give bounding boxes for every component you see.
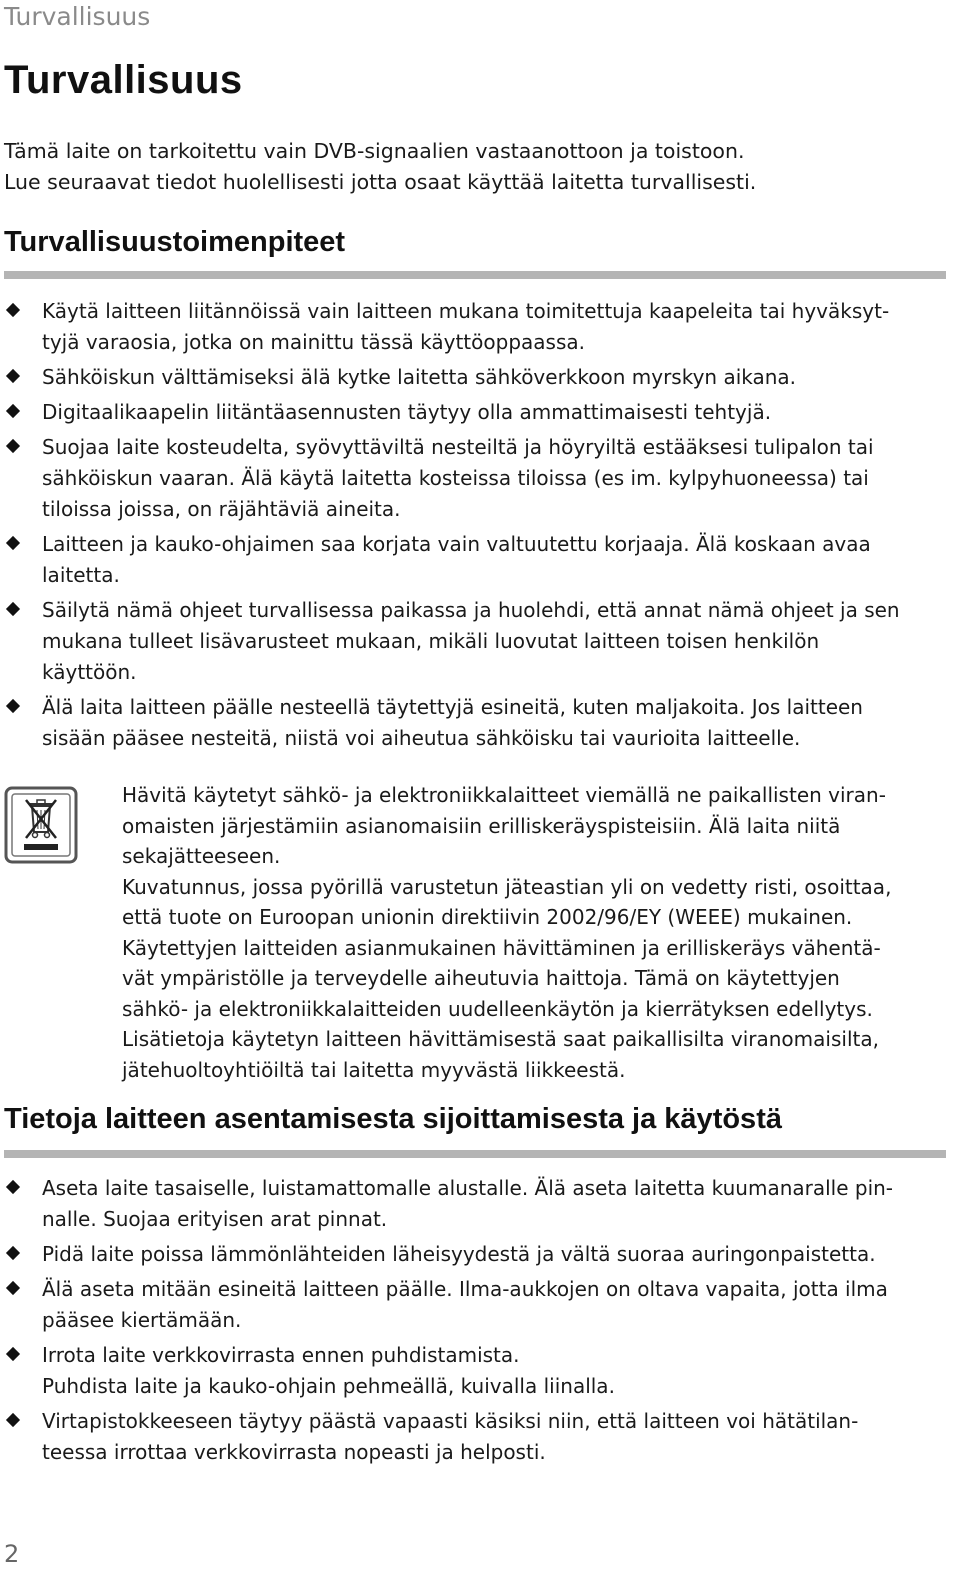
intro-paragraph (4, 136, 756, 198)
installation-heading: Tietoja laitteen asentamisesta sijoittamisesta ja käytöstä (4, 1103, 782, 1135)
diamond-bullet-icon (6, 1246, 20, 1260)
list-item-line: tyjä varaosia, jotka on mainittu tässä käyttöoppaassa. (42, 330, 585, 354)
list-item-line: Käytä laitteen liitännöissä vain laitteen mukana toimitettuja kaapeleita tai hyväksyt- (42, 299, 890, 323)
weee-text-line: vät ympäristölle ja terveydelle aiheutuvia haittoja. Tämä on käytettyjen (122, 966, 840, 990)
weee-text-line: Kuvatunnus, jossa pyörillä varustetun jäteastian yli on vedetty risti, osoittaa, (122, 874, 892, 899)
list-item (0, 397, 946, 428)
list-item (0, 1340, 946, 1402)
list-item-line: nalle. Suojaa erityisen arat pinnat. (42, 1207, 388, 1231)
weee-disposal-text (122, 780, 946, 1085)
list-item (0, 1274, 946, 1336)
list-item (0, 1406, 946, 1468)
diamond-bullet-icon (6, 303, 20, 317)
list-item-line: Älä aseta mitään esineitä laitteen päälle. Ilma-aukkojen on oltava vapaita, jotta ilma (42, 1277, 888, 1301)
list-item (0, 432, 946, 525)
list-item (0, 296, 946, 358)
list-item-line: laitetta. (42, 563, 120, 587)
list-item (0, 692, 946, 754)
section-rule (4, 1150, 946, 1158)
crossed-out-wheelie-bin-icon (4, 786, 78, 864)
weee-text-line: Lisätietoja käytetyn laitteen hävittämisestä saat paikallisilta viranomaisilta, (122, 1027, 879, 1051)
section-rule (4, 271, 946, 279)
list-item (0, 362, 946, 393)
weee-text-line: sähkö- ja elektroniikkalaitteiden uudelleenkäytön ja kierrätyksen edellytys. (122, 996, 873, 1021)
list-item-line: Aseta laite tasaiselle, luistamattomalle alustalle. Älä aseta laitetta kuumanaralle pin- (42, 1176, 894, 1200)
safety-heading: Turvallisuustoimenpiteet (4, 226, 346, 258)
list-item (0, 595, 946, 688)
diamond-bullet-icon (6, 1281, 20, 1295)
weee-text-line: sekajätteeseen. (122, 844, 281, 868)
weee-text-line: Hävitä käytetyt sähkö- ja elektroniikkalaitteet viemällä ne paikallisten viran- (122, 783, 886, 807)
list-item-line: sähköiskun vaaran. Älä käytä laitetta kosteissa tiloissa (es im. kylpyhuoneessa) tai (42, 466, 869, 490)
list-item-line: Laitteen ja kauko-ohjaimen saa korjata vain valtuutettu korjaaja. Älä koskaan avaa (42, 532, 871, 556)
list-item-line: Pidä laite poissa lämmönlähteiden läheisyydestä ja vältä suoraa auringonpaistetta. (42, 1242, 876, 1266)
list-item-line: Digitaalikaapelin liitäntäasennusten täytyy olla ammattimaisesti tehtyjä. (42, 400, 772, 424)
installation-list (0, 1173, 946, 1468)
safety-list (0, 296, 946, 754)
list-item-line: tiloissa joissa, on räjähtäviä aineita. (42, 497, 401, 521)
page-title: Turvallisuus (4, 58, 243, 102)
diamond-bullet-icon (6, 1347, 20, 1361)
list-item-line: sisään pääsee nesteitä, niistä voi aiheutua sähköisku tai vaurioita laitteelle. (42, 726, 801, 750)
list-item-line: Älä laita laitteen päälle nesteellä täytettyjä esineitä, kuten maljakoita. Jos laitteen (42, 695, 863, 719)
diamond-bullet-icon (6, 699, 20, 713)
page-number: 2 (4, 1540, 20, 1568)
diamond-bullet-icon (6, 439, 20, 453)
diamond-bullet-icon (6, 404, 20, 418)
diamond-bullet-icon (6, 536, 20, 550)
running-head: Turvallisuus (4, 2, 151, 31)
list-item (0, 1173, 946, 1235)
list-item (0, 529, 946, 591)
diamond-bullet-icon (6, 1413, 20, 1427)
diamond-bullet-icon (6, 369, 20, 383)
intro-line: Lue seuraavat tiedot huolellisesti jotta osaat käyttää laitetta turvallisesti. (4, 170, 757, 194)
weee-text-line: omaisten järjestämiin asianomaisiin erilliskeräyspisteisiin. Älä laita niitä (122, 813, 841, 838)
weee-text-line: jätehuoltoyhtiöiltä tai laitetta myyvästä liikkeestä. (122, 1057, 626, 1082)
list-item-line: Irrota laite verkkovirrasta ennen puhdistamista. (42, 1343, 520, 1367)
list-item-line: Suojaa laite kosteudelta, syövyttäviltä nesteiltä ja höyryiltä estääksesi tulipalon tai (42, 435, 874, 459)
list-item (0, 1239, 946, 1270)
list-item-line: Virtapistokkeeseen täytyy päästä vapaasti käsiksi niin, että laitteen voi hätätilan- (42, 1409, 859, 1433)
weee-text-line: Käytettyjen laitteiden asianmukainen hävittäminen ja erilliskeräys vähentä- (122, 935, 881, 960)
diamond-bullet-icon (6, 602, 20, 616)
list-item-line: Sähköiskun välttämiseksi älä kytke laitetta sähköverkkoon myrskyn aikana. (42, 365, 797, 389)
weee-text-line: että tuote on Euroopan unionin direktiivin 2002/96/EY (WEEE) mukainen. (122, 905, 853, 929)
list-item-line: mukana tulleet lisävarusteet mukaan, mikäli luovutat laitteen toisen henkilön (42, 629, 820, 653)
diamond-bullet-icon (6, 1180, 20, 1194)
intro-line: Tämä laite on tarkoitettu vain DVB-signaalien vastaanottoon ja toistoon. (4, 139, 745, 163)
list-item-line: käyttöön. (42, 660, 137, 684)
list-item-line: Säilytä nämä ohjeet turvallisessa paikassa ja huolehdi, että annat nämä ohjeet ja sen (42, 598, 900, 622)
list-item-line: teessa irrottaa verkkovirrasta nopeasti ja helposti. (42, 1440, 546, 1464)
list-item-line: Puhdista laite ja kauko-ohjain pehmeällä, kuivalla liinalla. (42, 1374, 615, 1398)
list-item-line: pääsee kiertämään. (42, 1308, 242, 1332)
